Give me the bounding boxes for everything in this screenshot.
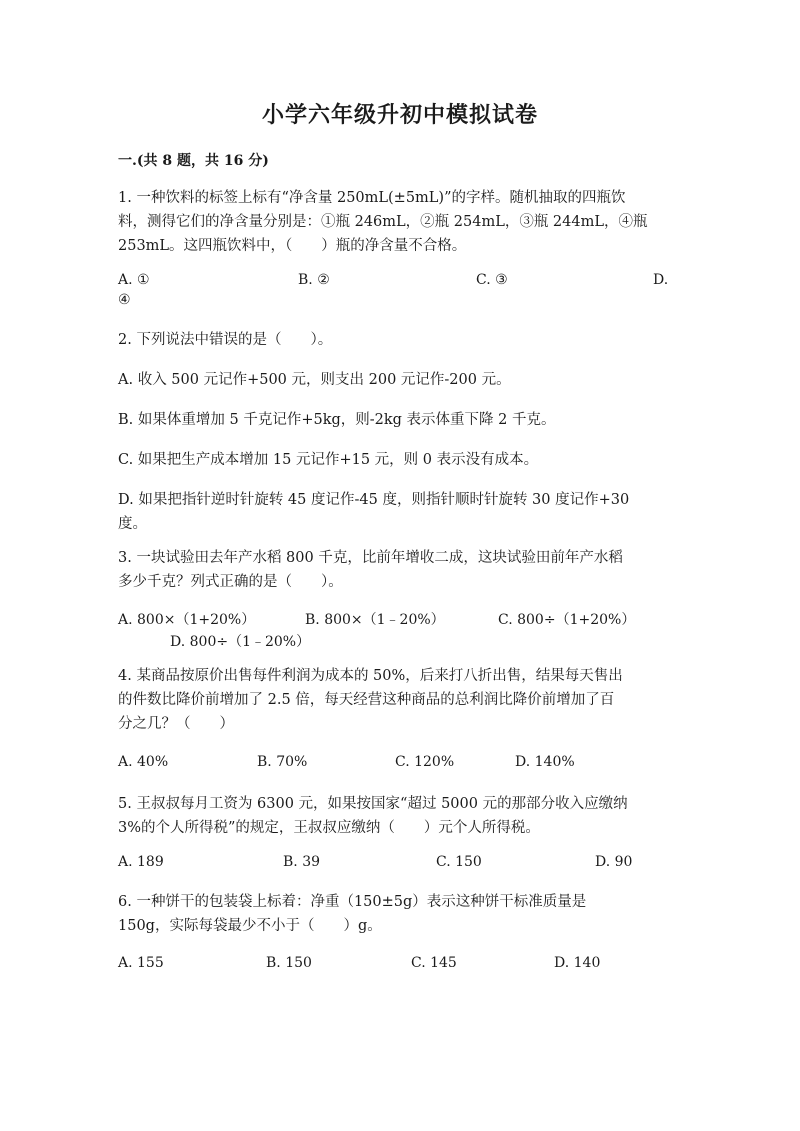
question-line: 料，测得它们的净含量分别是：①瓶 246mL，②瓶 254mL，③瓶 244mL，④瓶 bbox=[118, 214, 648, 230]
option-c: C. ③ bbox=[476, 272, 508, 288]
question-4 bbox=[118, 664, 678, 736]
option-d-line: D. 如果把指针逆时针旋转 45 度记作-45 度，则指针顺时针旋转 30 度记作+30 bbox=[118, 492, 630, 508]
option-a: A. 收入 500 元记作+500 元，则支出 200 元记作-200 元。 bbox=[118, 372, 511, 388]
page-title: 小学六年级升初中模拟试卷 bbox=[261, 102, 538, 128]
question-line: 150g，实际每袋最少不小于（ ）g。 bbox=[118, 918, 382, 934]
question-2 bbox=[118, 328, 678, 352]
question-line: 1. 一种饮料的标签上标有“净含量 250mL(±5mL)”的字样。随机抽取的四瓶饮 bbox=[118, 190, 626, 206]
question-line: 的件数比降价前增加了 2.5 倍，每天经营这种商品的总利润比降价前增加了百 bbox=[118, 692, 615, 708]
question-3 bbox=[118, 546, 678, 594]
question-line: 分之几？（ ） bbox=[118, 716, 234, 732]
option-c: C. 如果把生产成本增加 15 元记作+15 元，则 0 表示没有成本。 bbox=[118, 452, 539, 468]
option-a: A. 40% bbox=[118, 754, 169, 770]
option-a: A. ① bbox=[118, 272, 150, 288]
question-line: 253mL。这四瓶饮料中，（ ）瓶的净含量不合格。 bbox=[118, 238, 467, 254]
option-b: B. 150 bbox=[266, 955, 312, 971]
option-d-line: 度。 bbox=[118, 516, 147, 532]
question-line: 2. 下列说法中错误的是（ ）。 bbox=[118, 332, 333, 348]
option-b: B. 39 bbox=[283, 854, 321, 870]
question-line: 4. 某商品按原价出售每件利润为成本的 50%，后来打八折出售，结果每天售出 bbox=[118, 668, 623, 684]
option-d: D. 140% bbox=[515, 754, 575, 770]
option-a: A. 155 bbox=[118, 955, 164, 971]
option-d-value: ④ bbox=[118, 292, 131, 308]
option-d: D. 140 bbox=[554, 955, 601, 971]
option-c: C. 800÷（1+20%） bbox=[498, 612, 636, 628]
option-d bbox=[118, 488, 678, 536]
option-c: C. 120% bbox=[395, 754, 455, 770]
option-d: D. 800÷（1﹣20%） bbox=[170, 634, 311, 650]
question-line: 多少千克？列式正确的是（ ）。 bbox=[118, 574, 343, 590]
option-c: C. 150 bbox=[436, 854, 482, 870]
option-b: B. 800×（1﹣20%） bbox=[305, 612, 445, 628]
question-5 bbox=[118, 792, 678, 840]
option-c: C. 145 bbox=[411, 955, 457, 971]
question-line: 6. 一种饼干的包装袋上标着：净重（150±5g）表示这种饼干标准质量是 bbox=[118, 894, 587, 910]
question-line: 3. 一块试验田去年产水稻 800 千克，比前年增收二成，这块试验田前年产水稻 bbox=[118, 550, 623, 566]
question-line: 5. 王叔叔每月工资为 6300 元，如果按国家“超过 5000 元的那部分收入应缴纳 bbox=[118, 796, 628, 812]
option-b: B. ② bbox=[298, 272, 330, 288]
option-b: B. 70% bbox=[257, 754, 308, 770]
option-d: D. 90 bbox=[595, 854, 633, 870]
question-6 bbox=[118, 890, 678, 938]
option-a: A. 800×（1+20%） bbox=[118, 612, 256, 628]
option-b: B. 如果体重增加 5 千克记作+5kg，则-2kg 表示体重下降 2 千克。 bbox=[118, 412, 556, 428]
question-1 bbox=[118, 186, 678, 258]
option-a: A. 189 bbox=[118, 854, 164, 870]
section-heading: 一.(共 8 题，共 16 分) bbox=[118, 153, 269, 169]
question-line: 3%的个人所得税”的规定，王叔叔应缴纳（ ）元个人所得税。 bbox=[118, 820, 540, 836]
option-d: D. bbox=[653, 272, 669, 288]
